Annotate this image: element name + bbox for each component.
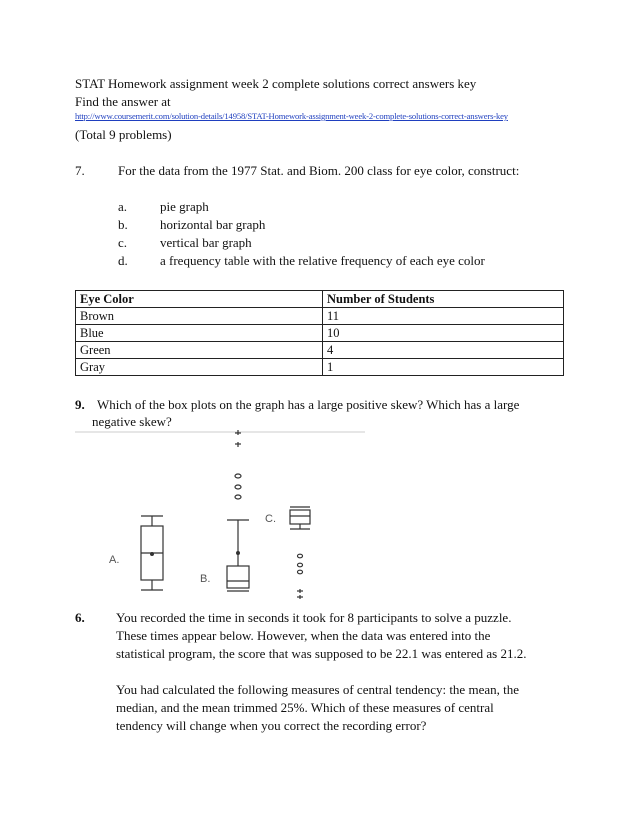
box-label-b: B. <box>200 573 211 585</box>
q7-item-b-letter: b. <box>118 217 128 232</box>
q6-para1-line2: These times appear below. However, when the data was entered into the <box>116 628 491 643</box>
table-cell: Green <box>76 342 323 359</box>
table-row <box>76 342 564 359</box>
table-cell: 1 <box>323 359 564 376</box>
box-c-outlier-3 <box>298 570 303 574</box>
box-b-mean-marker <box>237 552 240 555</box>
box-plot-b <box>227 430 249 591</box>
q7-prompt: For the data from the 1977 Stat. and Biom. 200 class for eye color, construct: <box>118 163 520 178</box>
table-cell: Brown <box>76 308 323 325</box>
table-cell: 4 <box>323 342 564 359</box>
table-row <box>76 359 564 376</box>
box-plot-a <box>141 516 163 590</box>
table-cell: Gray <box>76 359 323 376</box>
box-plot-c <box>290 507 310 599</box>
q9-line2: negative skew? <box>92 414 172 429</box>
box-b-box <box>227 566 249 588</box>
table-row <box>76 308 564 325</box>
total-problems: (Total 9 problems) <box>75 127 172 142</box>
document-title: STAT Homework assignment week 2 complete solutions correct answers key <box>75 76 477 91</box>
q6-para2-line3: tendency will change when you correct the recording error? <box>116 718 427 733</box>
q7-item-c-text: vertical bar graph <box>160 235 252 250</box>
box-b-outlier-4 <box>235 485 241 489</box>
q6-para2-line1: You had calculated the following measures of central tendency: the mean, the <box>116 682 519 697</box>
box-a-mean-marker <box>151 553 154 556</box>
q7-item-a-text: pie graph <box>160 199 209 214</box>
box-c-box <box>290 510 310 524</box>
table-cell: 11 <box>323 308 564 325</box>
q6-para1-line1: You recorded the time in seconds it took for 8 participants to solve a puzzle. <box>116 610 512 625</box>
table-cell: Blue <box>76 325 323 342</box>
q9-number: 9. <box>75 397 85 412</box>
q7-item-d-letter: d. <box>118 253 128 268</box>
eye-color-table <box>75 290 564 376</box>
table-cell: 10 <box>323 325 564 342</box>
q7-item-b-text: horizontal bar graph <box>160 217 266 232</box>
q6-para2-line2: median, and the mean trimmed 25%. Which of these measures of central <box>116 700 494 715</box>
table-header-eye-color: Eye Color <box>76 291 323 308</box>
box-label-c: C. <box>265 513 276 525</box>
table-header-number: Number of Students <box>323 291 564 308</box>
find-answer-text: Find the answer at <box>75 94 171 109</box>
box-c-outlier-2 <box>298 563 303 567</box>
q6-number: 6. <box>75 610 85 625</box>
q9-line1: Which of the box plots on the graph has a large positive skew? Which has a large <box>97 397 520 412</box>
q7-item-d-text: a frequency table with the relative frequency of each eye color <box>160 253 485 268</box>
box-b-outlier-3 <box>235 474 241 478</box>
box-label-a: A. <box>109 554 120 566</box>
q7-item-c-letter: c. <box>118 235 128 250</box>
box-plot-figure <box>75 430 365 605</box>
box-c-outlier-1 <box>298 554 303 558</box>
table-header-row <box>76 291 564 308</box>
box-b-outlier-5 <box>235 495 241 499</box>
q7-item-a-letter: a. <box>118 199 128 214</box>
q6-para1-line3: statistical program, the score that was supposed to be 22.1 was entered as 21.2. <box>116 646 527 661</box>
table-row <box>76 325 564 342</box>
q7-number: 7. <box>75 163 85 178</box>
solution-link[interactable]: http://www.coursemerit.com/solution-details/14958/STAT-Homework-assignment-week-2-complete-solutions-correct-answers-key <box>75 111 508 121</box>
